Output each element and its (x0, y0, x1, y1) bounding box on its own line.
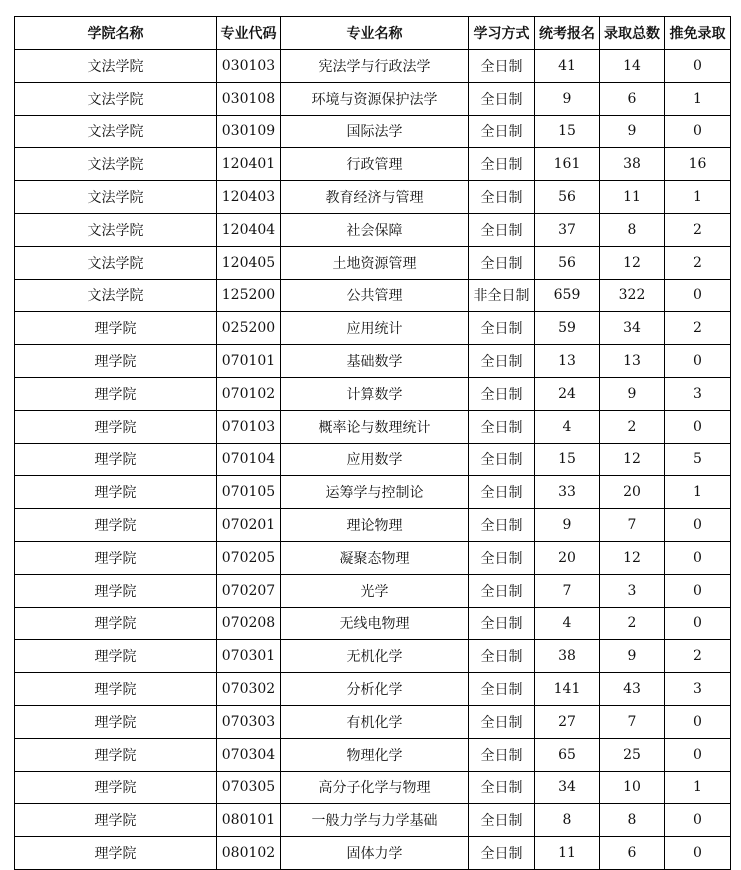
college-cell: 理学院 (15, 443, 217, 476)
college-cell: 理学院 (15, 673, 217, 706)
college-cell: 文法学院 (15, 115, 217, 148)
study-mode-cell: 非全日制 (469, 279, 535, 312)
exam-applicants-cell: 38 (535, 640, 600, 673)
recommended-admitted-cell: 0 (665, 738, 731, 771)
total-admitted-cell: 2 (600, 410, 665, 443)
total-admitted-cell: 25 (600, 738, 665, 771)
table-row (15, 443, 731, 476)
study-mode-cell: 全日制 (469, 837, 535, 870)
table-row (15, 509, 731, 542)
header-major-name: 专业名称 (281, 17, 469, 50)
total-admitted-cell: 12 (600, 443, 665, 476)
college-cell: 理学院 (15, 509, 217, 542)
table-row (15, 771, 731, 804)
study-mode-cell: 全日制 (469, 574, 535, 607)
total-admitted-cell: 7 (600, 509, 665, 542)
study-mode-cell: 全日制 (469, 377, 535, 410)
exam-applicants-cell: 33 (535, 476, 600, 509)
college-cell: 理学院 (15, 377, 217, 410)
recommended-admitted-cell: 0 (665, 705, 731, 738)
major-code-cell: 070301 (217, 640, 281, 673)
header-major-code: 专业代码 (217, 17, 281, 50)
exam-applicants-cell: 7 (535, 574, 600, 607)
exam-applicants-cell: 56 (535, 246, 600, 279)
study-mode-cell: 全日制 (469, 607, 535, 640)
recommended-admitted-cell: 3 (665, 377, 731, 410)
table-row (15, 246, 731, 279)
table-row (15, 148, 731, 181)
major-code-cell: 070101 (217, 345, 281, 378)
major-name-cell: 运筹学与控制论 (281, 476, 469, 509)
college-cell: 理学院 (15, 476, 217, 509)
study-mode-cell: 全日制 (469, 148, 535, 181)
recommended-admitted-cell: 0 (665, 804, 731, 837)
exam-applicants-cell: 15 (535, 115, 600, 148)
exam-applicants-cell: 4 (535, 410, 600, 443)
total-admitted-cell: 9 (600, 377, 665, 410)
major-name-cell: 教育经济与管理 (281, 181, 469, 214)
study-mode-cell: 全日制 (469, 771, 535, 804)
admission-sheet (14, 16, 731, 870)
major-code-cell: 125200 (217, 279, 281, 312)
study-mode-cell: 全日制 (469, 115, 535, 148)
table-row (15, 279, 731, 312)
header-row (15, 17, 731, 50)
recommended-admitted-cell: 0 (665, 410, 731, 443)
exam-applicants-cell: 34 (535, 771, 600, 804)
exam-applicants-cell: 65 (535, 738, 600, 771)
total-admitted-cell: 12 (600, 246, 665, 279)
major-name-cell: 环境与资源保护法学 (281, 82, 469, 115)
study-mode-cell: 全日制 (469, 50, 535, 83)
college-cell: 理学院 (15, 607, 217, 640)
study-mode-cell: 全日制 (469, 541, 535, 574)
major-code-cell: 025200 (217, 312, 281, 345)
major-name-cell: 基础数学 (281, 345, 469, 378)
major-code-cell: 070104 (217, 443, 281, 476)
exam-applicants-cell: 4 (535, 607, 600, 640)
table-row (15, 607, 731, 640)
total-admitted-cell: 2 (600, 607, 665, 640)
total-admitted-cell: 322 (600, 279, 665, 312)
total-admitted-cell: 34 (600, 312, 665, 345)
major-code-cell: 080102 (217, 837, 281, 870)
header-exam-applicants: 统考报名 (535, 17, 600, 50)
major-code-cell: 030108 (217, 82, 281, 115)
recommended-admitted-cell: 0 (665, 345, 731, 378)
exam-applicants-cell: 13 (535, 345, 600, 378)
major-name-cell: 土地资源管理 (281, 246, 469, 279)
table-row (15, 377, 731, 410)
exam-applicants-cell: 8 (535, 804, 600, 837)
major-code-cell: 070208 (217, 607, 281, 640)
major-name-cell: 应用数学 (281, 443, 469, 476)
recommended-admitted-cell: 2 (665, 246, 731, 279)
college-cell: 理学院 (15, 771, 217, 804)
table-row (15, 82, 731, 115)
recommended-admitted-cell: 1 (665, 476, 731, 509)
major-code-cell: 070304 (217, 738, 281, 771)
table-row (15, 410, 731, 443)
major-name-cell: 分析化学 (281, 673, 469, 706)
exam-applicants-cell: 15 (535, 443, 600, 476)
college-cell: 理学院 (15, 312, 217, 345)
recommended-admitted-cell: 5 (665, 443, 731, 476)
college-cell: 理学院 (15, 738, 217, 771)
table-row (15, 837, 731, 870)
recommended-admitted-cell: 0 (665, 50, 731, 83)
major-code-cell: 120404 (217, 213, 281, 246)
study-mode-cell: 全日制 (469, 410, 535, 443)
recommended-admitted-cell: 1 (665, 82, 731, 115)
college-cell: 文法学院 (15, 50, 217, 83)
major-code-cell: 120401 (217, 148, 281, 181)
major-name-cell: 公共管理 (281, 279, 469, 312)
college-cell: 理学院 (15, 640, 217, 673)
table-row (15, 673, 731, 706)
recommended-admitted-cell: 0 (665, 574, 731, 607)
college-cell: 理学院 (15, 705, 217, 738)
major-name-cell: 宪法学与行政法学 (281, 50, 469, 83)
college-cell: 理学院 (15, 837, 217, 870)
table-row (15, 181, 731, 214)
major-code-cell: 070102 (217, 377, 281, 410)
header-college: 学院名称 (15, 17, 217, 50)
total-admitted-cell: 8 (600, 213, 665, 246)
recommended-admitted-cell: 0 (665, 837, 731, 870)
major-code-cell: 070305 (217, 771, 281, 804)
major-name-cell: 凝聚态物理 (281, 541, 469, 574)
study-mode-cell: 全日制 (469, 213, 535, 246)
study-mode-cell: 全日制 (469, 246, 535, 279)
table-row (15, 738, 731, 771)
total-admitted-cell: 10 (600, 771, 665, 804)
exam-applicants-cell: 41 (535, 50, 600, 83)
recommended-admitted-cell: 3 (665, 673, 731, 706)
major-name-cell: 社会保障 (281, 213, 469, 246)
major-code-cell: 070302 (217, 673, 281, 706)
table-row (15, 574, 731, 607)
college-cell: 理学院 (15, 541, 217, 574)
study-mode-cell: 全日制 (469, 640, 535, 673)
major-name-cell: 有机化学 (281, 705, 469, 738)
exam-applicants-cell: 9 (535, 509, 600, 542)
total-admitted-cell: 8 (600, 804, 665, 837)
college-cell: 理学院 (15, 410, 217, 443)
table-row (15, 213, 731, 246)
header-study-mode: 学习方式 (469, 17, 535, 50)
college-cell: 文法学院 (15, 181, 217, 214)
total-admitted-cell: 14 (600, 50, 665, 83)
college-cell: 文法学院 (15, 246, 217, 279)
college-cell: 文法学院 (15, 279, 217, 312)
recommended-admitted-cell: 2 (665, 213, 731, 246)
total-admitted-cell: 20 (600, 476, 665, 509)
total-admitted-cell: 7 (600, 705, 665, 738)
study-mode-cell: 全日制 (469, 509, 535, 542)
table-row (15, 804, 731, 837)
exam-applicants-cell: 11 (535, 837, 600, 870)
recommended-admitted-cell: 2 (665, 640, 731, 673)
college-cell: 理学院 (15, 574, 217, 607)
recommended-admitted-cell: 0 (665, 279, 731, 312)
major-name-cell: 概率论与数理统计 (281, 410, 469, 443)
table-row (15, 312, 731, 345)
exam-applicants-cell: 56 (535, 181, 600, 214)
major-code-cell: 070201 (217, 509, 281, 542)
major-code-cell: 120405 (217, 246, 281, 279)
major-code-cell: 080101 (217, 804, 281, 837)
admission-table (14, 16, 731, 870)
total-admitted-cell: 38 (600, 148, 665, 181)
recommended-admitted-cell: 16 (665, 148, 731, 181)
total-admitted-cell: 13 (600, 345, 665, 378)
major-code-cell: 030103 (217, 50, 281, 83)
recommended-admitted-cell: 0 (665, 541, 731, 574)
study-mode-cell: 全日制 (469, 82, 535, 115)
total-admitted-cell: 43 (600, 673, 665, 706)
recommended-admitted-cell: 1 (665, 181, 731, 214)
table-row (15, 50, 731, 83)
major-code-cell: 070103 (217, 410, 281, 443)
major-code-cell: 070205 (217, 541, 281, 574)
major-code-cell: 070303 (217, 705, 281, 738)
major-code-cell: 120403 (217, 181, 281, 214)
college-cell: 理学院 (15, 345, 217, 378)
exam-applicants-cell: 59 (535, 312, 600, 345)
major-name-cell: 计算数学 (281, 377, 469, 410)
exam-applicants-cell: 141 (535, 673, 600, 706)
college-cell: 文法学院 (15, 148, 217, 181)
study-mode-cell: 全日制 (469, 673, 535, 706)
major-name-cell: 国际法学 (281, 115, 469, 148)
table-body (15, 50, 731, 870)
study-mode-cell: 全日制 (469, 345, 535, 378)
table-row (15, 541, 731, 574)
total-admitted-cell: 9 (600, 640, 665, 673)
total-admitted-cell: 9 (600, 115, 665, 148)
college-cell: 理学院 (15, 804, 217, 837)
study-mode-cell: 全日制 (469, 443, 535, 476)
table-row (15, 345, 731, 378)
major-name-cell: 物理化学 (281, 738, 469, 771)
study-mode-cell: 全日制 (469, 181, 535, 214)
recommended-admitted-cell: 2 (665, 312, 731, 345)
study-mode-cell: 全日制 (469, 705, 535, 738)
major-name-cell: 光学 (281, 574, 469, 607)
college-cell: 文法学院 (15, 82, 217, 115)
recommended-admitted-cell: 0 (665, 115, 731, 148)
study-mode-cell: 全日制 (469, 312, 535, 345)
major-name-cell: 无机化学 (281, 640, 469, 673)
exam-applicants-cell: 20 (535, 541, 600, 574)
major-name-cell: 应用统计 (281, 312, 469, 345)
total-admitted-cell: 11 (600, 181, 665, 214)
exam-applicants-cell: 37 (535, 213, 600, 246)
study-mode-cell: 全日制 (469, 476, 535, 509)
study-mode-cell: 全日制 (469, 738, 535, 771)
college-cell: 文法学院 (15, 213, 217, 246)
major-code-cell: 030109 (217, 115, 281, 148)
major-name-cell: 行政管理 (281, 148, 469, 181)
table-row (15, 705, 731, 738)
table-row (15, 115, 731, 148)
table-row (15, 640, 731, 673)
major-code-cell: 070105 (217, 476, 281, 509)
major-code-cell: 070207 (217, 574, 281, 607)
total-admitted-cell: 6 (600, 82, 665, 115)
major-name-cell: 固体力学 (281, 837, 469, 870)
total-admitted-cell: 12 (600, 541, 665, 574)
exam-applicants-cell: 161 (535, 148, 600, 181)
table-row (15, 476, 731, 509)
total-admitted-cell: 6 (600, 837, 665, 870)
major-name-cell: 无线电物理 (281, 607, 469, 640)
exam-applicants-cell: 27 (535, 705, 600, 738)
major-name-cell: 理论物理 (281, 509, 469, 542)
header-total-admitted: 录取总数 (600, 17, 665, 50)
exam-applicants-cell: 24 (535, 377, 600, 410)
header-recommended-admitted: 推免录取 (665, 17, 731, 50)
recommended-admitted-cell: 0 (665, 607, 731, 640)
major-name-cell: 一般力学与力学基础 (281, 804, 469, 837)
major-name-cell: 高分子化学与物理 (281, 771, 469, 804)
recommended-admitted-cell: 1 (665, 771, 731, 804)
exam-applicants-cell: 9 (535, 82, 600, 115)
recommended-admitted-cell: 0 (665, 509, 731, 542)
exam-applicants-cell: 659 (535, 279, 600, 312)
total-admitted-cell: 3 (600, 574, 665, 607)
study-mode-cell: 全日制 (469, 804, 535, 837)
